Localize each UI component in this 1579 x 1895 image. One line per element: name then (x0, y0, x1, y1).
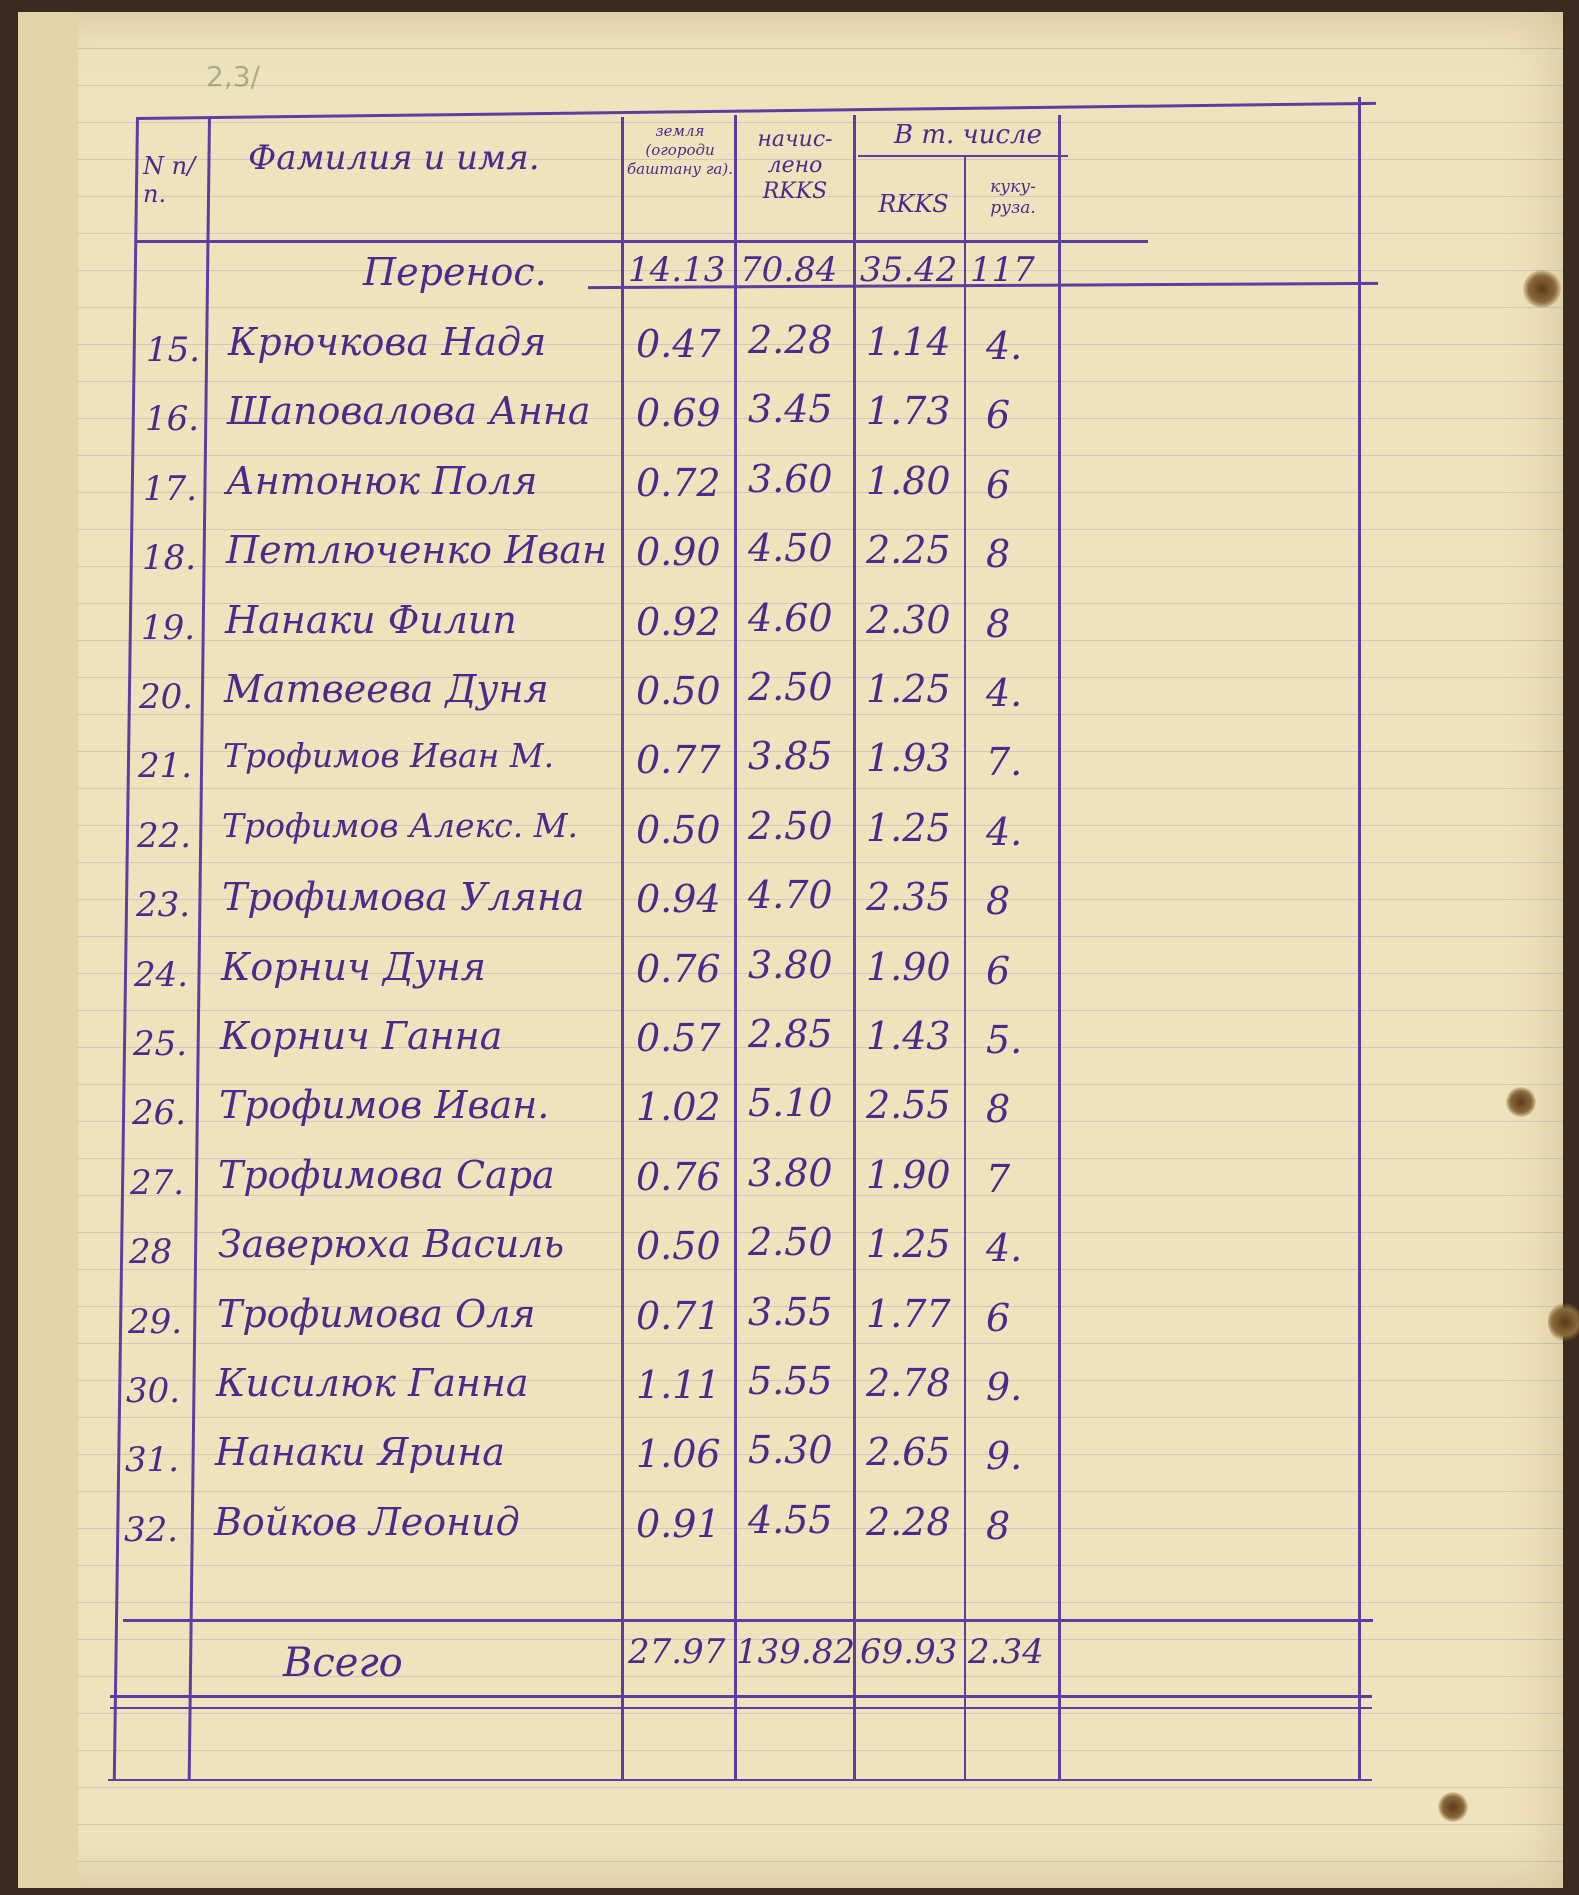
row-rkks: 1.90 (866, 1153, 951, 1197)
row-name: Трофимов Иван. (219, 1083, 550, 1127)
subheader-divider (858, 155, 1068, 157)
table-bottom-border (108, 1779, 1372, 1781)
row-land: 0.71 (636, 1294, 721, 1338)
row-corn: 6 (986, 1296, 1011, 1340)
total-top-border (123, 1619, 1373, 1622)
total-corn: 2.34 (968, 1632, 1044, 1672)
row-accrued: 4.50 (748, 526, 833, 570)
carry-label: Перенос. (363, 250, 547, 294)
row-number: 24. (134, 955, 189, 995)
row-rkks: 2.65 (866, 1430, 951, 1474)
row-accrued: 3.80 (748, 943, 833, 987)
row-corn: 4. (986, 810, 1023, 854)
row-name: Шаповалова Анна (227, 389, 591, 433)
row-number: 32. (124, 1510, 179, 1550)
row-corn: 8 (986, 532, 1011, 576)
row-accrued: 3.55 (748, 1290, 833, 1334)
col-right-border (1358, 97, 1361, 1780)
row-land: 1.11 (636, 1363, 721, 1407)
row-accrued: 4.60 (748, 596, 833, 640)
total-bottom-border (110, 1695, 1372, 1698)
row-number: 25. (133, 1024, 188, 1064)
row-accrued: 4.55 (748, 1498, 833, 1542)
row-rkks: 1.80 (866, 459, 951, 503)
row-number: 28 (129, 1232, 173, 1272)
row-name: Трофимова Оля (217, 1292, 536, 1336)
row-rkks: 1.90 (866, 945, 951, 989)
header-name: Фамилия и имя. (248, 138, 540, 178)
header-land: земля (огороди баштану га). (627, 122, 733, 178)
row-number: 18. (142, 538, 197, 578)
row-corn: 9. (986, 1434, 1023, 1478)
row-number: 26. (132, 1093, 187, 1133)
row-number: 29. (128, 1302, 183, 1342)
punch-hole (1438, 1792, 1468, 1822)
row-rkks: 2.30 (866, 598, 951, 642)
col-divider-accrued (853, 115, 856, 1780)
col-divider-land (734, 115, 737, 1780)
row-name: Трофимова Уляна (222, 875, 585, 919)
row-accrued: 5.10 (748, 1081, 833, 1125)
row-land: 0.92 (636, 600, 721, 644)
header-rkks: RKKS (878, 190, 949, 218)
carry-corn: 117 (970, 250, 1035, 290)
row-rkks: 2.25 (866, 528, 951, 572)
row-name: Заверюха Василь (218, 1222, 565, 1266)
row-rkks: 1.73 (866, 389, 951, 433)
header-num: N п/п. (143, 152, 196, 208)
stain (1548, 1302, 1579, 1342)
row-accrued: 2.28 (748, 318, 833, 362)
row-land: 0.50 (636, 1224, 721, 1268)
row-land: 0.76 (636, 1155, 721, 1199)
row-name: Трофимов Иван М. (223, 736, 555, 775)
row-land: 0.94 (636, 877, 721, 921)
row-accrued: 3.85 (748, 734, 833, 778)
row-rkks: 2.28 (866, 1500, 951, 1544)
row-corn: 4. (986, 671, 1023, 715)
document-sheet (18, 12, 1563, 1888)
row-name: Трофимова Сара (218, 1153, 555, 1197)
col-divider-name (621, 117, 624, 1780)
row-rkks: 1.43 (866, 1014, 951, 1058)
pencil-note: 2,3/ (206, 60, 260, 93)
row-land: 0.91 (636, 1502, 721, 1546)
row-name: Нанаки Филип (225, 598, 517, 642)
row-corn: 4. (986, 324, 1023, 368)
row-land: 0.90 (636, 530, 721, 574)
row-corn: 7. (986, 740, 1023, 784)
row-name: Нанаки Ярина (215, 1430, 505, 1474)
row-number: 31. (125, 1440, 180, 1480)
row-name: Крючкова Надя (228, 320, 547, 364)
row-corn: 7 (986, 1157, 1011, 1201)
row-number: 15. (146, 330, 201, 370)
row-corn: 8 (986, 1087, 1011, 1131)
row-corn: 6 (986, 393, 1011, 437)
row-name: Антонюк Поля (226, 459, 538, 503)
row-rkks: 1.25 (866, 1222, 951, 1266)
row-land: 0.50 (636, 669, 721, 713)
row-accrued: 2.50 (748, 1220, 833, 1264)
row-accrued: 3.45 (748, 387, 833, 431)
row-accrued: 5.30 (748, 1428, 833, 1472)
punch-hole (1506, 1087, 1536, 1117)
carry-accrued: 70.84 (740, 250, 838, 290)
row-rkks: 1.93 (866, 736, 951, 780)
row-accrued: 4.70 (748, 873, 833, 917)
row-number: 20. (139, 677, 194, 717)
header-incl: В т. числе (894, 120, 1042, 150)
header-accrued: начис- лено RKKS (757, 127, 833, 204)
row-corn: 9. (986, 1365, 1023, 1409)
row-corn: 8 (986, 879, 1011, 923)
carry-rkks: 35.42 (860, 250, 958, 290)
row-land: 1.02 (636, 1085, 721, 1129)
total-bottom-border-2 (110, 1707, 1372, 1709)
total-land: 27.97 (628, 1632, 726, 1672)
row-land: 0.57 (636, 1016, 721, 1060)
paper-edge (18, 12, 78, 1888)
row-land: 1.06 (636, 1432, 721, 1476)
total-accrued: 139.82 (736, 1632, 855, 1672)
row-name: Матвеева Дуня (224, 667, 549, 711)
row-number: 23. (136, 885, 191, 925)
row-land: 0.47 (636, 322, 721, 366)
row-rkks: 1.25 (866, 806, 951, 850)
row-number: 27. (130, 1163, 185, 1203)
col-divider-corn (1058, 115, 1061, 1780)
header-bottom-border (136, 240, 1148, 243)
row-accrued: 3.60 (748, 457, 833, 501)
row-rkks: 2.55 (866, 1083, 951, 1127)
row-corn: 5. (986, 1018, 1023, 1062)
row-corn: 6 (986, 463, 1011, 507)
row-name: Петлюченко Иван (226, 528, 608, 572)
row-corn: 8 (986, 1504, 1011, 1548)
header-corn: куку- руза. (990, 177, 1036, 218)
row-name: Трофимов Алекс. М. (222, 806, 578, 845)
row-number: 16. (145, 399, 200, 439)
row-accrued: 2.50 (748, 665, 833, 709)
total-label: Всего (283, 1640, 403, 1686)
row-rkks: 1.77 (866, 1292, 951, 1336)
total-rkks: 69.93 (860, 1632, 958, 1672)
row-rkks: 2.35 (866, 875, 951, 919)
punch-hole (1523, 270, 1561, 308)
row-land: 0.77 (636, 738, 721, 782)
row-number: 17. (143, 469, 198, 509)
row-name: Кисилюк Ганна (216, 1361, 529, 1405)
row-name: Корнич Ганна (220, 1014, 503, 1058)
row-rkks: 1.14 (866, 320, 951, 364)
col-divider-rkks (964, 155, 966, 1780)
row-name: Корнич Дуня (221, 945, 486, 989)
row-name: Войков Леонид (214, 1500, 520, 1544)
row-rkks: 1.25 (866, 667, 951, 711)
row-land: 0.76 (636, 947, 721, 991)
row-number: 22. (137, 816, 192, 856)
row-corn: 8 (986, 602, 1011, 646)
row-corn: 6 (986, 949, 1011, 993)
row-corn: 4. (986, 1226, 1023, 1270)
row-accrued: 2.85 (748, 1012, 833, 1056)
row-accrued: 5.55 (748, 1359, 833, 1403)
carry-land: 14.13 (628, 250, 726, 290)
row-rkks: 2.78 (866, 1361, 951, 1405)
row-land: 0.50 (636, 808, 721, 852)
row-number: 30. (126, 1371, 181, 1411)
row-land: 0.69 (636, 391, 721, 435)
table-top-border (136, 102, 1376, 120)
row-accrued: 3.80 (748, 1151, 833, 1195)
row-number: 21. (138, 746, 193, 786)
row-accrued: 2.50 (748, 804, 833, 848)
row-land: 0.72 (636, 461, 721, 505)
row-number: 19. (141, 608, 196, 648)
